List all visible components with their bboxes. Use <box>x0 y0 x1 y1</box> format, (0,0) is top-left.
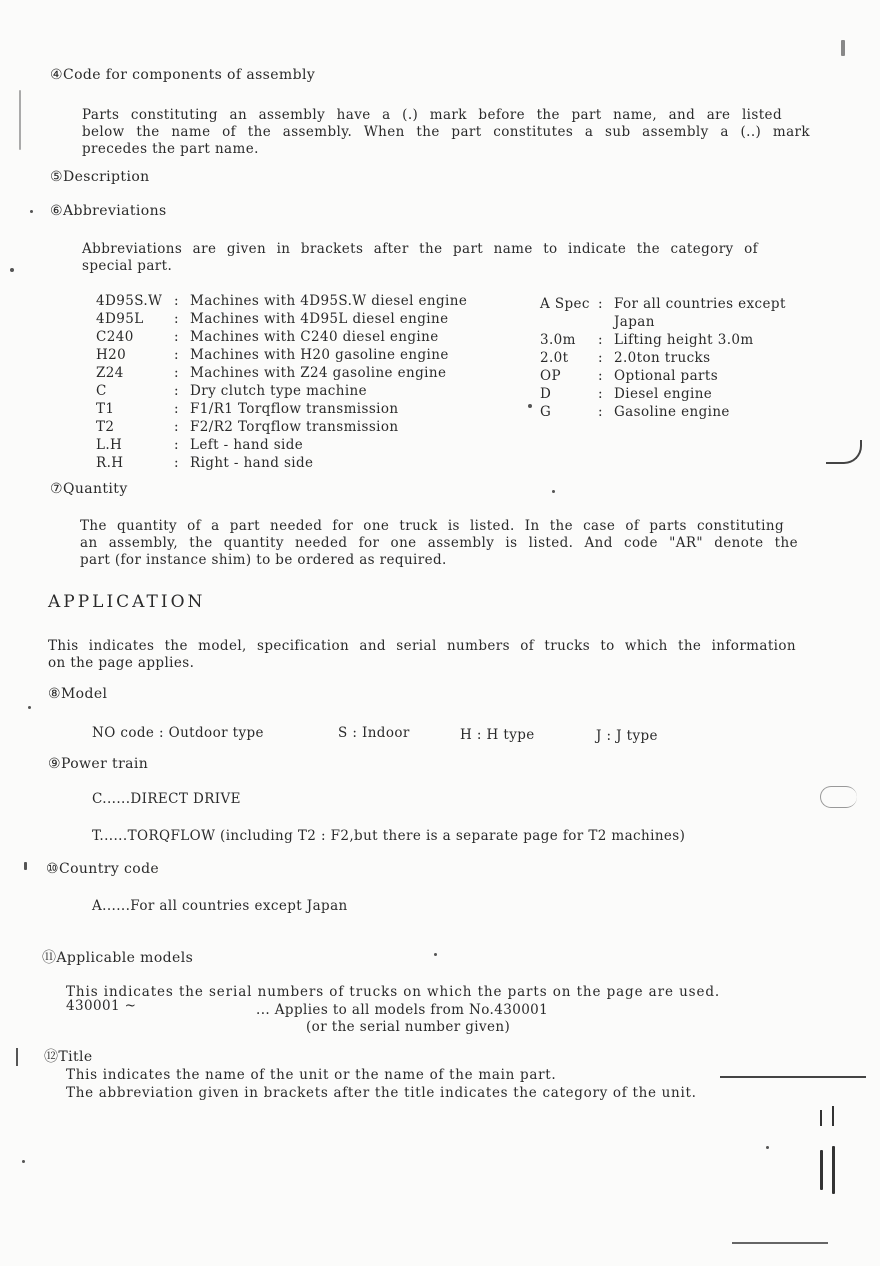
section-7-paragraph <box>80 518 798 569</box>
scan-mark <box>820 786 857 808</box>
scan-speck <box>841 40 845 56</box>
scan-line <box>720 1076 866 1078</box>
text-line: below the name of the assembly. When the part constitutes a sub assembly a (..) mark <box>82 124 810 140</box>
scan-speck <box>28 706 31 709</box>
text-line: part (for instance shim) to be ordered as required. <box>80 552 447 568</box>
scan-speck <box>832 1146 835 1194</box>
scan-speck <box>820 1110 822 1126</box>
scan-speck <box>552 490 555 493</box>
section-4-paragraph <box>82 107 810 158</box>
colon-separator <box>598 313 614 331</box>
scan-speck <box>22 1160 25 1163</box>
abbreviation-row <box>96 454 467 472</box>
abbreviation-description: Machines with 4D95S.W diesel engine <box>190 293 468 309</box>
colon-separator: : <box>174 455 179 471</box>
section-6-paragraph <box>82 241 758 275</box>
abbreviation-row <box>96 436 467 454</box>
title-paragraph-line: The abbreviation given in brackets after the title indicates the category of the unit. <box>66 1085 697 1101</box>
section-8-heading: ⑧Model <box>48 686 108 702</box>
colon-separator: : <box>174 293 179 309</box>
abbreviation-description: Optional parts <box>614 368 719 384</box>
scan-line <box>732 1242 828 1244</box>
abbreviation-description: Machines with 4D95L diesel engine <box>190 311 449 327</box>
model-j-type: J : J type <box>596 728 658 744</box>
abbreviation-code: C <box>96 383 107 399</box>
abbreviation-description: F1/R1 Torqflow transmission <box>190 401 399 417</box>
abbreviation-description: Japan <box>614 314 655 330</box>
text-line: Parts constituting an assembly have a (.) mark before the part name, and are listed <box>82 107 782 123</box>
abbreviation-code: Z24 <box>96 365 124 381</box>
text-line: an assembly, the quantity needed for one assembly is listed. And code "AR" denote the <box>80 535 798 551</box>
model-outdoor: NO code : Outdoor type <box>92 725 264 741</box>
abbreviation-row <box>96 292 467 310</box>
colon-separator: : <box>174 347 179 363</box>
abbreviation-table-left <box>96 292 467 472</box>
scan-speck <box>16 1048 18 1066</box>
section-11-heading: ⑪Applicable models <box>42 950 194 966</box>
colon-separator: : <box>174 437 179 453</box>
abbreviation-code: T2 <box>96 419 115 435</box>
serial-start: 430001 ~ <box>66 998 137 1014</box>
abbreviation-row <box>96 418 467 436</box>
text-line: precedes the part name. <box>82 141 259 157</box>
abbreviation-code: R.H <box>96 455 124 471</box>
serial-note: (or the serial number given) <box>306 1019 511 1035</box>
abbreviation-code: D <box>540 386 552 402</box>
abbreviation-row <box>540 349 786 367</box>
abbreviation-description: For all countries except <box>614 296 786 312</box>
country-code-a: A......For all countries except Japan <box>92 898 348 914</box>
scan-speck <box>528 404 532 408</box>
abbreviation-description: Machines with C240 diesel engine <box>190 329 439 345</box>
application-paragraph <box>48 638 796 672</box>
model-h-type: H : H type <box>460 727 535 743</box>
colon-separator: : <box>174 329 179 345</box>
section-5-heading: ⑤Description <box>50 169 150 185</box>
scan-speck <box>766 1146 769 1149</box>
abbreviation-row <box>540 367 786 385</box>
model-indoor: S : Indoor <box>338 725 410 741</box>
scan-speck <box>434 953 437 956</box>
title-paragraph-line: This indicates the name of the unit or the name of the main part. <box>66 1067 557 1083</box>
colon-separator: : <box>598 332 603 348</box>
abbreviation-row <box>540 403 786 421</box>
abbreviation-row <box>540 313 786 331</box>
abbreviation-row <box>96 346 467 364</box>
abbreviation-code: A Spec <box>540 296 590 312</box>
abbreviation-code: 2.0t <box>540 350 569 366</box>
power-train-c: C......DIRECT DRIVE <box>92 791 241 807</box>
abbreviation-code <box>540 313 598 331</box>
abbreviation-row <box>96 400 467 418</box>
section-7-heading: ⑦Quantity <box>50 481 128 497</box>
colon-separator: : <box>174 383 179 399</box>
abbreviation-code: L.H <box>96 437 123 453</box>
applicable-models-paragraph: This indicates the serial numbers of trucks on which the parts on the page are used. <box>66 984 721 1000</box>
colon-separator: : <box>598 296 603 312</box>
colon-separator: : <box>598 386 603 402</box>
colon-separator: : <box>174 365 179 381</box>
abbreviation-description: 2.0ton trucks <box>614 350 711 366</box>
abbreviation-code: OP <box>540 368 561 384</box>
abbreviation-description: Machines with Z24 gasoline engine <box>190 365 447 381</box>
colon-separator: : <box>598 350 603 366</box>
abbreviation-code: T1 <box>96 401 115 417</box>
section-12-heading: ⑫Title <box>44 1049 93 1065</box>
abbreviation-description: Right - hand side <box>190 455 314 471</box>
scan-speck <box>24 862 27 870</box>
colon-separator: : <box>174 311 179 327</box>
section-4-heading: ④Code for components of assembly <box>50 67 316 83</box>
applies-from: ... Applies to all models from No.430001 <box>256 1002 549 1018</box>
scan-speck <box>832 1106 834 1126</box>
scan-speck <box>820 1150 823 1190</box>
abbreviation-table-right <box>540 295 786 421</box>
abbreviation-row <box>540 331 786 349</box>
abbreviation-row <box>96 328 467 346</box>
colon-separator: : <box>598 368 603 384</box>
abbreviation-description: Left - hand side <box>190 437 304 453</box>
section-6-heading: ⑥Abbreviations <box>50 203 167 219</box>
abbreviation-description: Lifting height 3.0m <box>614 332 754 348</box>
application-title: APPLICATION <box>48 592 206 612</box>
abbreviation-row <box>96 382 467 400</box>
text-line: special part. <box>82 258 173 274</box>
colon-separator: : <box>174 401 179 417</box>
scan-speck <box>10 268 14 272</box>
scan-speck <box>19 90 21 150</box>
abbreviation-description: Gasoline engine <box>614 404 730 420</box>
abbreviation-code: H20 <box>96 347 127 363</box>
abbreviation-row <box>540 295 786 313</box>
text-line: The quantity of a part needed for one truck is listed. In the case of parts constituting <box>80 518 784 534</box>
text-line: on the page applies. <box>48 655 195 671</box>
abbreviation-code: 4D95S.W <box>96 293 163 309</box>
abbreviation-description: Diesel engine <box>614 386 713 402</box>
abbreviation-description: Dry clutch type machine <box>190 383 368 399</box>
section-10-heading: ⑩Country code <box>46 861 160 877</box>
abbreviation-code: G <box>540 404 552 420</box>
power-train-t: T......TORQFLOW (including T2 : F2,but there is a separate page for T2 machines) <box>92 828 686 844</box>
abbreviation-description: Machines with H20 gasoline engine <box>190 347 449 363</box>
abbreviation-description: F2/R2 Torqflow transmission <box>190 419 399 435</box>
text-line: This indicates the model, specification and serial numbers of trucks to which the information <box>48 638 796 654</box>
text-line: Abbreviations are given in brackets after the part name to indicate the category of <box>82 241 758 257</box>
abbreviation-code: C240 <box>96 329 134 345</box>
abbreviation-code: 3.0m <box>540 332 576 348</box>
colon-separator: : <box>598 404 603 420</box>
colon-separator: : <box>174 419 179 435</box>
abbreviation-code: 4D95L <box>96 311 144 327</box>
scan-mark <box>826 440 862 464</box>
abbreviation-row <box>540 385 786 403</box>
abbreviation-row <box>96 310 467 328</box>
section-9-heading: ⑨Power train <box>48 756 149 772</box>
scan-speck <box>30 210 33 213</box>
abbreviation-row <box>96 364 467 382</box>
